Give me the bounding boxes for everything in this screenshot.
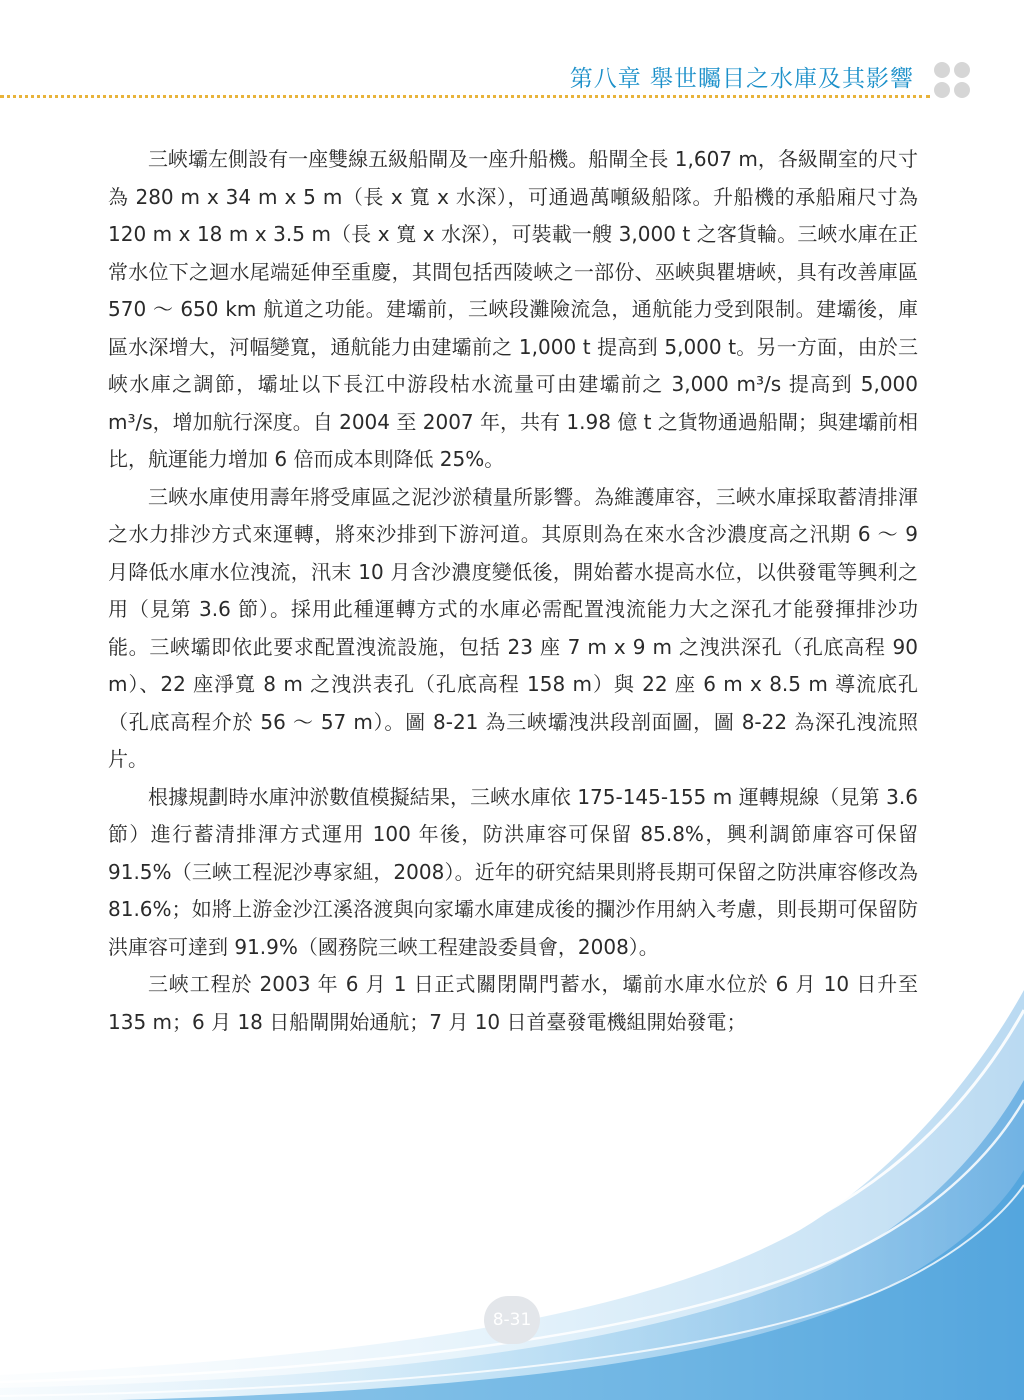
paragraph-capacity: 根據規劃時水庫沖淤數值模擬結果，三峽水庫依 175-145-155 m 運轉規線（見第 3.6 節）進行蓄清排渾方式運用 100 年後，防洪庫容可保留 85.8%，興利調節庫容可保留 91.5%（三峽工程泥沙專家組，2008）。近年的研究結果則將長期可保留之防洪庫容修改為 81.6%；如將上游金沙江溪洛渡與向家壩水庫建成後的攔沙作用納入考慮，則長期可保留防洪庫容可達到 91.9%（國務院三峽工程建設委員會，2008）。 xyxy=(108,784,918,959)
chapter-header-title: 第八章 舉世矚目之水庫及其影響 xyxy=(569,66,914,92)
page-number-badge: 8-31 xyxy=(484,1296,540,1344)
paragraph-sediment: 三峽水庫使用壽年將受庫區之泥沙淤積量所影響。為維護庫容，三峽水庫採取蓄清排渾之水力排沙方式來運轉，將來沙排到下游河道。其原則為在來水含沙濃度高之汛期 6 ～ 9 月降低水庫水位洩流，汛末 10 月含沙濃度變低後，開始蓄水提高水位，以供發電等興利之用（見第 3.6 節）。採用此種運轉方式的水庫必需配置洩流能力大之深孔才能發揮排沙功能。三峽壩即依此要求配置洩流設施，包括 23 座 7 m x 9 m 之洩洪深孔（孔底高程 90 m）、22 座淨寬 8 m 之洩洪表孔（孔底高程 158 m）與 22 座 6 m x 8.5 m 導流底孔（孔底高程介於 56 ～ 57 m）。圖 8-21 為三峽壩洩洪段剖面圖，圖 8-22 為深孔洩流照片。 xyxy=(108,484,918,771)
paragraph-impoundment: 三峽工程於 2003 年 6 月 1 日正式關閉閘門蓄水，壩前水庫水位於 6 月 10 日升至 135 m；6 月 18 日船閘開始通航；7 月 10 日首臺發電機組開始發電； xyxy=(108,972,918,1034)
paragraph-navigation: 三峽壩左側設有一座雙線五級船閘及一座升船機。船閘全長 1,607 m，各級閘室的尺寸為 280 m x 34 m x 5 m（長 x 寬 x 水深），可通過萬噸級船隊。升船機的承船廂尺寸為 120 m x 18 m x 3.5 m（長 x 寬 x 水深），可裝載一艘 3,000 t 之客貨輪。三峽水庫在正常水位下之迴水尾端延伸至重慶，其間包括西陵峽之一部份、巫峽與瞿塘峽，具有改善庫區 570 ～ 650 km 航道之功能。建壩前，三峽段灘險流急，通航能力受到限制。建壩後，庫區水深增大，河幅變寬，通航能力由建壩前之 1,000 t 提高到 5,000 t。另一方面，由於三峽水庫之調節，壩址以下長江中游段枯水流量可由建壩前之 3,000 m³/s 提高到 5,000 m³/s，增加航行深度。自 2004 至 2007 年，共有 1.98 億 t 之貨物通過船閘；與建壩前相比，航運能力增加 6 倍而成本則降低 25%。 xyxy=(108,147,918,471)
